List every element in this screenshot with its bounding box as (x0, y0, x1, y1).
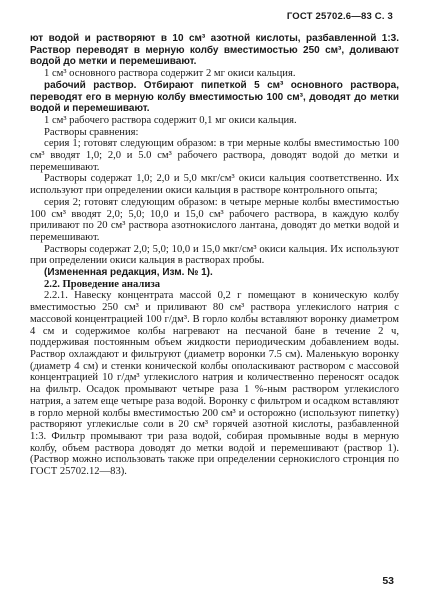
section-heading: 2.2. Проведение анализа (44, 278, 160, 290)
paragraph-3: рабочий раствор. Отбирают пипеткой 5 см³ основного раствора, переводят его в мерную колбу вместимостью 100 см³, доводят до метки водой и перемешивают. (30, 79, 399, 115)
page-header: ГОСТ 25702.6—83 С. 3 (286, 11, 393, 22)
amendment-note: (Измененная редакция, Изм. № 1). (44, 267, 213, 279)
page-body (30, 33, 399, 478)
paragraph-7: Растворы содержат 1,0; 2,0 и 5,0 мкг/см³ окиси кальция соответственно. Их используют при определении окиси кальция в растворе контрольного опыта; (30, 173, 399, 197)
paragraph-9: Растворы содержат 2,0; 5,0; 10,0 и 15,0 мкг/см³ окиси кальция. Их используют при определении окиси кальция в растворах пробы. (30, 243, 399, 267)
paragraph-4: 1 см³ рабочего раствора содержит 0,1 мг окиси кальция. (44, 114, 297, 126)
paragraph-6: серия 1; готовят следующим образом: в три мерные колбы вместимостью 100 см³ вводят 1,0; 2,0 и 5.0 см³ рабочего раствора, доводят водой до метки и перемешивают. (30, 138, 399, 173)
paragraph-1: ют водой и растворяют в 10 см³ азотной кислоты, разбавленной 1:3. Раствор переводят в мерную колбу вместимостью 250 см³, доливают водой до метки и перемешивают. (30, 33, 399, 68)
paragraph-12: 2.2.1. Навеску концентрата массой 0,2 г помещают в коническую колбу вместимостью 250 см³ и приливают 80 см³ раствора углекислого натрия с массовой концентрацией 100 г/дм³. В горло колбы вставляют воронку диаметром 4 см и содержимое колбы нагревают на песчаной бане в течение 2 ч, поддерживая постоянным объем жидкости периодическим добавлением воды. Раствор охлаждают и фильтруют (диаметр воронки 7.5 см). Маленькую воронку (диаметр 4 см) и стенки конической колбы ополаскивают раствором с массовой концентрацией 10 г/дм³ углекислого натрия и количественно переносят осадок на фильтр. Осадок промывают четыре раза 1 %-ным раствором углекислого натрия, а затем еще четыре раза водой. Воронку с фильтром и осадком вставляют в горло мерной колбы вместимостью 200 см³ и осторожно (используют пипетку) растворяют углекислые соли в 20 см³ горячей азотной кислоты, разбавленной 1:3. Фильтр промывают три раза водой, собирая промывные воды в мерную колбу, объем раствора доводят до метки водой и перемешивают (раствор 1). (Раствор можно использовать также при определении сернокислого стронция по ГОСТ 25702.12—83). (30, 290, 399, 478)
page-number: 53 (382, 575, 394, 587)
paragraph-8: серия 2; готовят следующим образом: в четыре мерные колбы вместимостью 100 см³ вводят 2,0; 5,0; 10,0 и 15,0 см³ рабочего раствора, в каждую колбу приливают по 20 см³ раствора азотнокислого лантана, доводят до метки водой и перемешивают. (30, 196, 399, 243)
paragraph-2: 1 см³ основного раствора содержит 2 мг окиси кальция. (44, 68, 296, 80)
paragraph-5: Растворы сравнения: (44, 126, 139, 138)
